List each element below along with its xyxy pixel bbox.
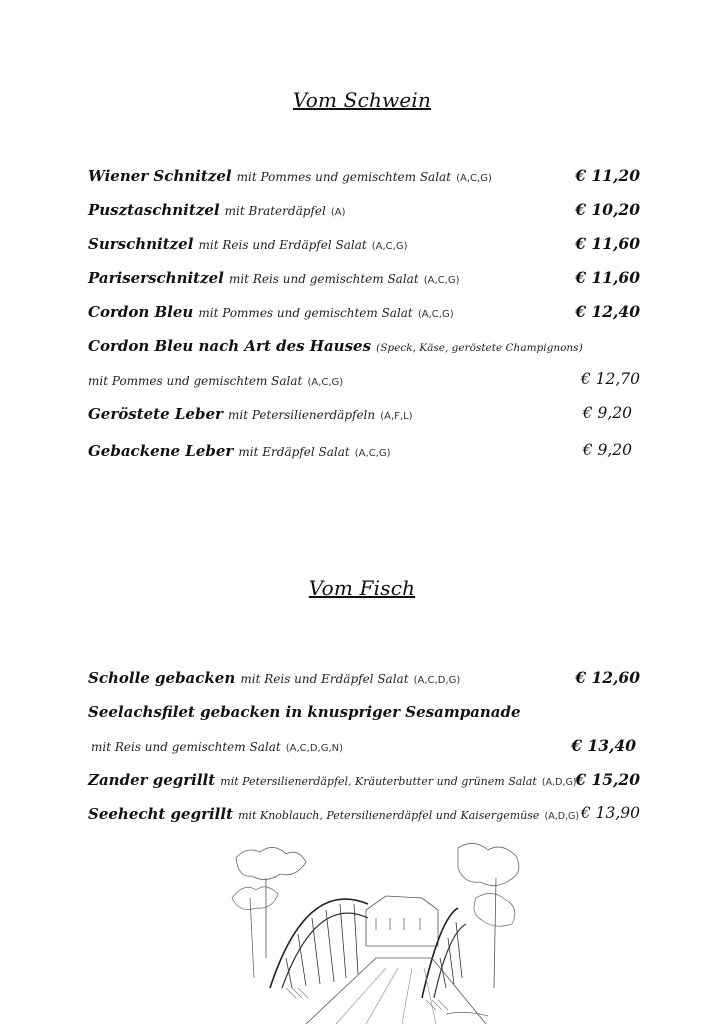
- dish-name: Gebackene Leber: [88, 442, 234, 460]
- dish-price: € 12,40: [575, 302, 640, 321]
- section-title-fisch: Vom Fisch: [308, 576, 416, 600]
- dish-description: mit Petersilienerdäpfel, Kräuterbutter und grünem Salat: [220, 775, 537, 788]
- dish-price: € 11,60: [575, 268, 640, 287]
- menu-item-heading: [88, 702, 640, 728]
- menu-item: [88, 668, 640, 694]
- dish-name: Pusztaschnitzel: [88, 201, 220, 219]
- dish-price: € 15,20: [575, 770, 640, 789]
- dish-description: mit Reis und Erdäpfel Salat: [240, 672, 409, 686]
- dish-description: mit Reis und gemischtem Salat: [228, 272, 419, 286]
- menu-item-heading: [88, 336, 640, 362]
- dish-extra: (Speck, Käse, geröstete Champignons): [376, 342, 583, 354]
- allergen-codes: (A,D,G): [544, 811, 580, 822]
- dish-description: mit Pommes und gemischtem Salat: [236, 170, 452, 184]
- dish-price: € 13,40: [571, 736, 636, 755]
- menu-item: [88, 770, 640, 796]
- dish-price: € 12,60: [575, 668, 640, 687]
- dish-name: Seehecht gegrillt: [88, 805, 234, 823]
- menu-item: [88, 234, 640, 260]
- dish-price: € 11,20: [575, 166, 640, 185]
- section-title-schwein: Vom Schwein: [292, 88, 432, 112]
- menu-item: [88, 268, 640, 294]
- dish-price: € 12,70: [580, 370, 640, 388]
- dish-description: mit Pommes und gemischtem Salat: [88, 374, 303, 388]
- menu-item-detail: [88, 736, 640, 762]
- dish-description: mit Knoblauch, Petersilienerdäpfel und Kaisergemüse: [238, 809, 540, 822]
- dish-name: Surschnitzel: [88, 235, 194, 253]
- menu-item: [88, 166, 640, 192]
- allergen-codes: (A,C,G): [417, 309, 454, 320]
- menu-item: [88, 302, 640, 328]
- dish-price: € 11,60: [575, 234, 640, 253]
- allergen-codes: (A,C,G): [423, 275, 460, 286]
- dish-name: Cordon Bleu: [88, 303, 194, 321]
- allergen-codes: (A): [330, 207, 346, 218]
- dish-name: Wiener Schnitzel: [88, 167, 232, 185]
- menu-item-detail: [88, 370, 640, 396]
- dish-description: mit Reis und Erdäpfel Salat: [198, 238, 367, 252]
- dish-description: mit Reis und gemischtem Salat: [91, 740, 281, 754]
- allergen-codes: (A,C,G): [354, 448, 391, 459]
- dish-price: € 13,90: [580, 804, 640, 822]
- dish-price: € 9,20: [582, 441, 632, 459]
- menu-item: [88, 441, 640, 467]
- allergen-codes: (A,C,G): [456, 173, 492, 184]
- allergen-codes: (A,F,L): [380, 411, 413, 422]
- menu-item: [88, 804, 640, 830]
- dish-name: Zander gegrillt: [88, 771, 216, 789]
- dish-name: Scholle gebacken: [88, 669, 236, 687]
- dish-description: mit Erdäpfel Salat: [238, 445, 350, 459]
- menu-item: [88, 200, 640, 226]
- allergen-codes: (A,C,D,G,N): [285, 743, 344, 754]
- allergen-codes: (A,C,D,G): [413, 675, 461, 686]
- dish-description: mit Pommes und gemischtem Salat: [198, 306, 413, 320]
- dish-name: Seelachsfilet gebacken in knuspriger Sesampanade: [88, 703, 521, 721]
- dish-description: mit Petersilienerdäpfeln: [228, 408, 376, 422]
- allergen-codes: (A,C,G): [371, 241, 408, 252]
- dish-name: Pariserschnitzel: [88, 269, 224, 287]
- dish-name: Cordon Bleu nach Art des Hauses: [88, 337, 372, 355]
- allergen-codes: (A,C,G): [307, 377, 344, 388]
- dish-price: € 10,20: [575, 200, 640, 219]
- dish-price: € 9,20: [582, 404, 632, 422]
- menu-item: [88, 404, 640, 430]
- dish-description: mit Braterdäpfel: [224, 204, 326, 218]
- dish-name: Geröstete Leber: [88, 405, 223, 423]
- bridge-sketch-illustration: [226, 838, 528, 1024]
- allergen-codes: (A,D,G): [541, 777, 577, 788]
